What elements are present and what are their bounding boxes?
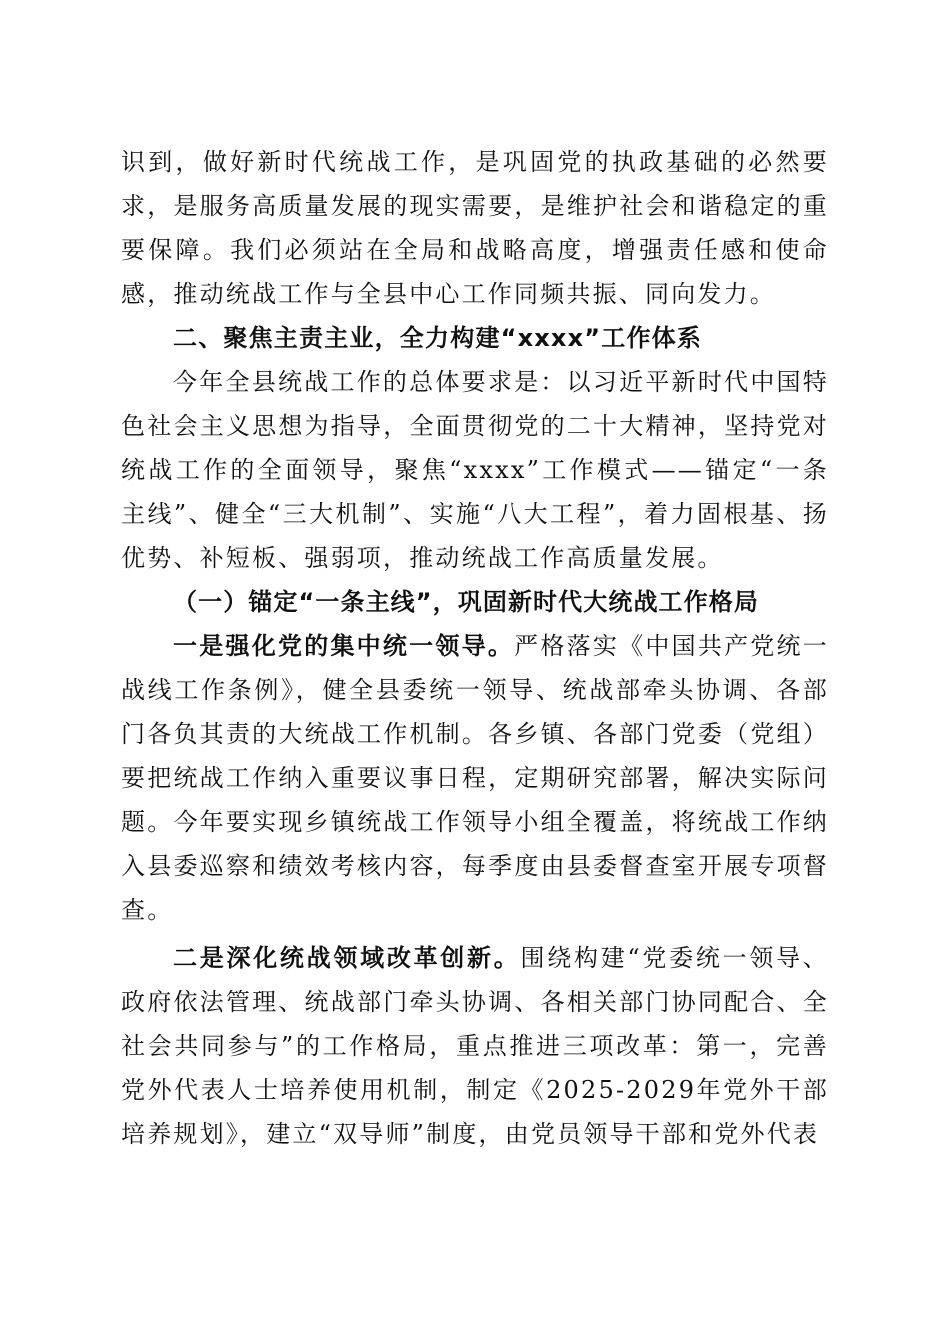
subsection-heading-1: （一）锚定“一条主线”，巩固新时代大统战工作格局 [173, 588, 759, 616]
section-heading-2: 二、聚焦主责主业，全力构建“xxxx”工作体系 [173, 324, 703, 352]
item-1-lead: 一是强化党的集中统一领导。 [173, 631, 515, 660]
paragraph-item-2 [121, 936, 829, 1156]
paragraph-overall-requirements: 今年全县统战工作的总体要求是：以习近平新时代中国特色社会主义思想为指导，全面贯彻党的二十大精神，坚持党对统战工作的全面领导，聚焦“xxxx”工作模式——锚定“一条主线”、健全“三大机制”、实施“八大工程”，着力固根基、扬优势、补短板、强弱项，推动统战工作高质量发展。 [121, 368, 829, 572]
item-1-body: 严格落实《中国共产党统一战线工作条例》，健全县委统一领导、统战部牵头协调、各部门各负其责的大统战工作机制。各乡镇、各部门党委（党组）要把统战工作纳入重要议事日程，定期研究部署，解决实际问题。今年要实现乡镇统战工作领导小组全覆盖，将统战工作纳入县委巡察和绩效考核内容，每季度由县委督查室开展专项督查。 [121, 632, 829, 924]
paragraph-item-1 [121, 624, 829, 932]
paragraph-continued: 识到，做好新时代统战工作，是巩固党的执政基础的必然要求，是服务高质量发展的现实需要，是维护社会和谐稳定的重要保障。我们必须站在全局和战略高度，增强责任感和使命感，推动统战工作与全县中心工作同频共振、同向发力。 [121, 148, 829, 308]
document-body [121, 140, 829, 1156]
item-2-body: 围绕构建“党委统一领导、政府依法管理、统战部门牵头协调、各相关部门协同配合、全社会共同参与”的工作格局，重点推进三项改革：第一，完善党外代表人士培养使用机制，制定《2025-2029年党外干部培养规划》，建立“双导师”制度，由党员领导干部和党外代表 [121, 944, 829, 1148]
item-2-lead: 二是深化统战领域改革创新。 [173, 943, 521, 972]
